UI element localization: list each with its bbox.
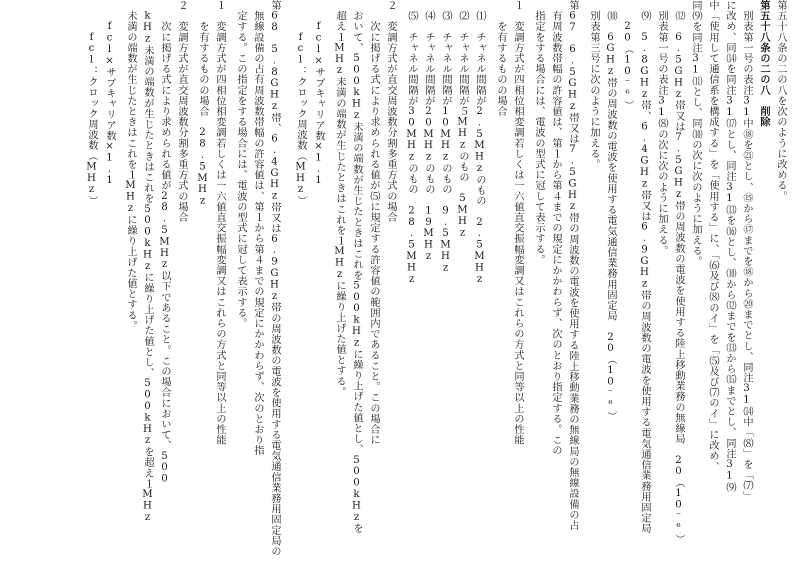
text-line: ２ 変調方式が直交周波数分割多重方式の場合	[385, 0, 396, 223]
text-line: 別表第一号の表注31⑻の次に次のように加える。	[656, 0, 667, 256]
text-line: ２ 変調方式が直交周波数分割多重方式の場合	[176, 0, 187, 223]
text-line: １ 変調方式が四相位相変調若しくは一六値直交振幅変調又はこれらの方式と同等以上の性能	[512, 0, 523, 446]
text-line: 定する。この指定をする場合には、電波の型式に冠して表示する。	[235, 0, 246, 329]
text-line: 別表第一号の表注31中⑱を㉑とし、⑮から⑰までを⑱から⑳までとし、同注31⒁中「⑻」を「⑺」	[741, 0, 752, 502]
text-line: 中「使用して通信系を構成する」を「使用する」に、「⑹及び⑻のイ」を「⑸及び⑺のイ」に改め、	[707, 0, 718, 472]
text-line: おいて、500kHz未満の端数が生じたときはこれを500kHzに繰り上げた値とし、500kHzを	[351, 0, 362, 534]
text-line: 超え１MHz未満の端数が生じたときはこれを１MHzに繰り上げた値とする。	[334, 0, 345, 397]
formula-line: fcl×サブキャリア数×1.1	[104, 0, 115, 187]
text-line: ⑿ 6.5GHz帯又は7.5GHz帯の周波数の電波を使用する陸上移動業務の無線局 20（10⁻⁶）	[673, 0, 684, 545]
text-line: ⑽ 6GHz帯の周波数の電波を使用する電気通信業務用固定局 20（10⁻⁶）	[605, 0, 616, 422]
text-line: 20（10⁻⁶）	[622, 0, 633, 111]
text-line: 有周波数帯幅の許容値は、第１から第４までの規定にかかわらず、次のとおり指定する。この	[550, 0, 561, 456]
text-line: 次に掲げる式により求められる値が⑸に規定する許容値の範囲内であること。この場合に	[368, 0, 379, 446]
text-line: ⑵ チャネル間隔が５MHzのもの 5MHz	[457, 0, 468, 239]
text-line: ⑷ チャネル間隔が20MHzのもの 19MHz	[423, 0, 434, 263]
article-heading: 第五十八条の二の八 削除	[758, 0, 769, 128]
text-line: 無線設備の占有周波数帯幅の許容値は、第１から第４までの規定にかかわらず、次のとおり指	[252, 0, 263, 456]
text-line: を有するものの場合	[495, 0, 506, 117]
text-line: 別表第三号に次のように加える。	[588, 0, 599, 170]
text-line: 未満の端数が生じたときはこれを１MHzに繰り上げた値とする。	[125, 0, 136, 331]
text-line: ⑼ 5.8GHz帯、6.4GHz帯又は6.9GHz帯の周波数の電波を使用する電気通信業務用固定局	[639, 0, 650, 534]
formula-line: fcl×サブキャリア数×1.1	[313, 0, 324, 187]
text-line: ⑶ チャネル間隔が10MHzのもの 9.5MHz	[440, 0, 451, 274]
text-line: kHz未満の端数が生じたときはこれを500kHzに繰り上げた値とし、500kHzを超え１MHz	[142, 0, 153, 524]
text-line: 第68 5.8GHz帯、6.4GHz帯又は6.9GHz帯の周波数の電波を使用する電気通信業務用固定局の	[269, 0, 280, 557]
formula-line: fcl：クロック周波数（MHz）	[295, 0, 306, 207]
text-line: に改め、同⒁を同注31⒄とし、同注31⒀を⒃とし、⑽から⑿までを⒀から⒂までとし、同注31⑼	[724, 0, 735, 493]
text-line: を有するものの場合 28.5MHz	[197, 0, 208, 207]
text-line: ⑴ チャネル間隔が2.5MHzのもの 2.5MHz	[474, 0, 485, 286]
text-line: ⑸ チャネル間隔が30MHzのもの 28.5MHz	[406, 0, 417, 286]
text-line: 第五十八条の二の八を次のように改める。	[775, 0, 786, 202]
formula-line: fcl：クロック周波数（MHz）	[86, 0, 97, 207]
text-line: 同⑼を同注31⑾とし、同⑽の次に次のように加える。	[690, 0, 701, 267]
text-line: 次に掲げる式により求められる値が28.5MHz以下であること。この場合において、500	[159, 0, 170, 485]
text-line: 指定をする場合には、電波の型式に冠して表示する。	[533, 0, 544, 265]
text-line: １ 変調方式が四相位相変調若しくは一六値直交振幅変調又はこれらの方式と同等以上の性能	[214, 0, 225, 446]
text-line: 第67 6.5GHz帯又は7.5GHz帯の周波数の電波を使用する陸上移動業務の無線局の無線設備の占	[567, 0, 578, 531]
